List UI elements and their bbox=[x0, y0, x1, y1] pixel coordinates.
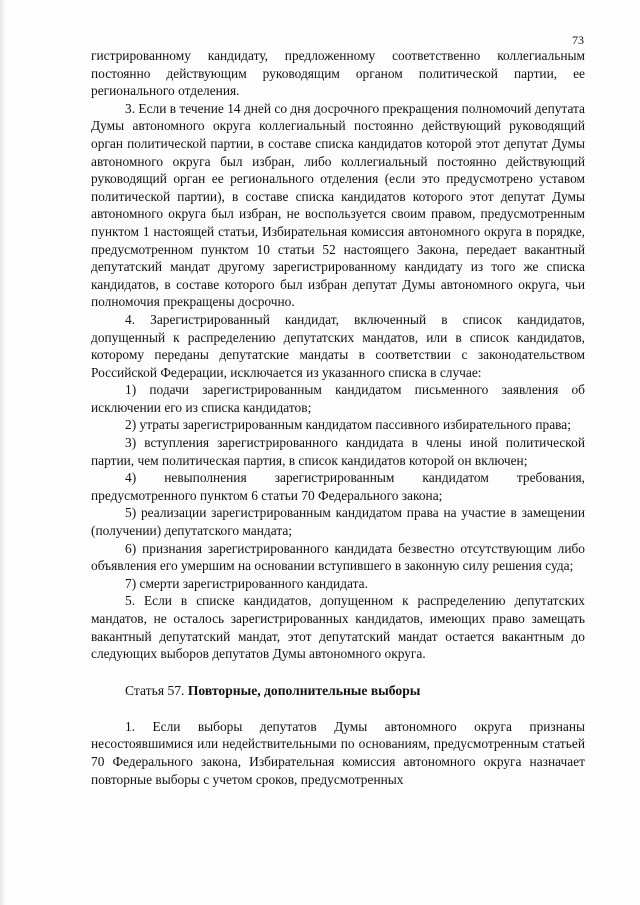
paragraph: 2) утраты зарегистрированным кандидатом пассивного избирательного права; bbox=[125, 417, 571, 433]
paragraph: 4. Зарегистрированный кандидат, включенный в список кандидатов, допущенный к распределению депутатских мандатов, или в список кандидатов, которому переданы депутатские мандаты в соответствии с законодательством Российской Федерации, исключается из указанного списка в случае: bbox=[91, 311, 585, 380]
paragraph: 6) признания зарегистрированного кандидата безвестно отсутствующим либо объявления его умершим на основании вступившего в законную силу решения суда; bbox=[91, 540, 585, 574]
paragraph: 5) реализации зарегистрированным кандидатом права на участие в замещении (получении) депутатского мандата; bbox=[91, 505, 585, 539]
paragraph: 1. Если выборы депутатов Думы автономного округа признаны несостоявшимися или недействительными по основаниям, предусмотренным статьей 70 Федерального закона, Избирательная комиссия автономного округа назначает повторные выборы с учетом сроков, предусмотренных bbox=[91, 718, 585, 787]
section-after-article bbox=[91, 718, 585, 788]
paragraph: гистрированному кандидату, предложенному соответственно коллегиальным постоянно действующим руководящим органом политической партии, ее регионального отделения. bbox=[91, 48, 585, 99]
paragraph: 3) вступления зарегистрированного кандидата в члены иной политической партии, чем политическая партия, в список кандидатов которой он включен; bbox=[91, 435, 585, 468]
paragraph: 7) смерти зарегистрированного кандидата. bbox=[125, 575, 368, 591]
paragraph: 4) невыполнения зарегистрированным кандидатом требования, предусмотренного пунктом 6 статьи 70 Федерального закона; bbox=[91, 470, 585, 503]
page-number: 73 bbox=[572, 33, 584, 47]
paragraph: 1) подачи зарегистрированным кандидатом письменного заявления об исключении его из списка кандидатов; bbox=[91, 382, 585, 415]
section-before-article bbox=[91, 47, 585, 663]
document-body bbox=[91, 47, 585, 788]
article-number: Статья 57. bbox=[125, 682, 188, 698]
paragraph: 5. Если в списке кандидатов, допущенном к распределению депутатских мандатов, не осталось зарегистрированных кандидатов, имеющих право замещать вакантный депутатский мандат, этот депутатский мандат остается вакантным до следующих выборов депутатов Думы автономного округа. bbox=[91, 593, 585, 662]
paragraph: 3. Если в течение 14 дней со дня досрочного прекращения полномочий депутата Думы автономного округа коллегиальный постоянно действующий руководящий орган политической партии, в составе списка кандидатов которой этот депутат Думы автономного округа был избран, либо коллегиальный постоянно действующий руководящий орган ее регионального отделения (если это предусмотрено уставом политической партии), в составе списка кандидатов которого этот депутат Думы автономного округа был избран, не воспользуется своим правом, предусмотренным пунктом 1 настоящей статьи, Избирательная комиссия автономного округа в порядке, предусмотренном пунктом 10 статьи 52 настоящего Закона, передает вакантный депутатский мандат другому зарегистрированному кандидату из того же списка кандидатов, в составе которого был избран депутат Думы автономного округа, чьи полномочия прекращены досрочно. bbox=[91, 100, 585, 310]
scan-edge bbox=[0, 0, 7, 905]
article-title: Повторные, дополнительные выборы bbox=[187, 682, 421, 698]
article-heading bbox=[91, 682, 585, 700]
